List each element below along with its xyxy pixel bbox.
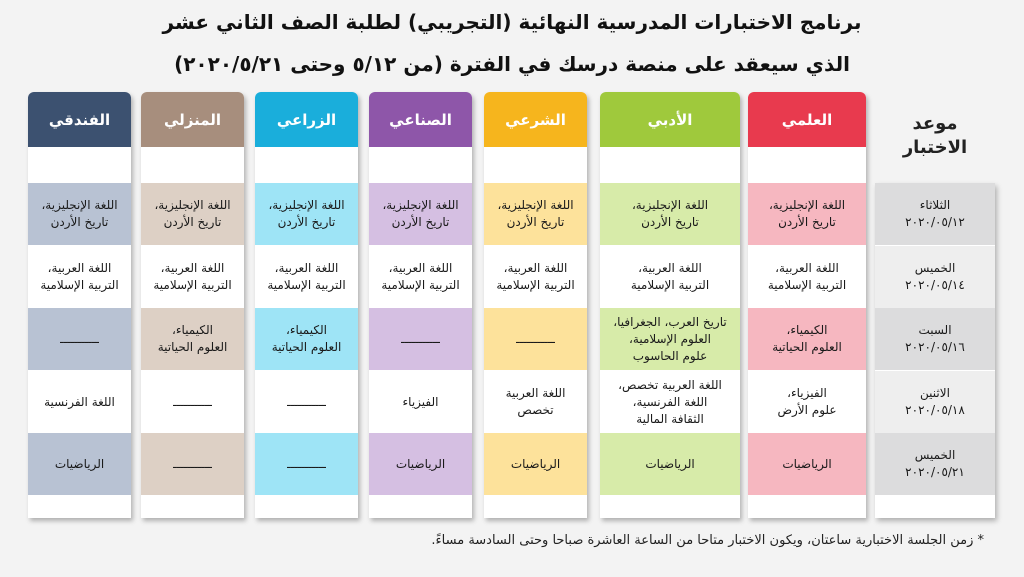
- subject-cell: اللغة العربية تخصص، اللغة الفرنسية، الثقافة المالية: [600, 371, 740, 433]
- subject-cell: اللغة العربية، التربية الإسلامية: [484, 246, 587, 308]
- stream-header: الفندقي: [28, 92, 131, 147]
- date-cell: السبت ٢٠٢٠/٠٥/١٦: [875, 308, 995, 370]
- subject-cell: اللغة العربية، التربية الإسلامية: [369, 246, 472, 308]
- subject-cell: اللغة الإنجليزية، تاريخ الأردن: [141, 183, 244, 245]
- subject-cell: الفيزياء، علوم الأرض: [748, 371, 866, 433]
- stream-column: [369, 92, 472, 518]
- subject-cell: تاريخ العرب، الجغرافيا، العلوم الإسلامية، علوم الحاسوب: [600, 308, 740, 370]
- subject-cell: اللغة العربية، التربية الإسلامية: [255, 246, 358, 308]
- subject-cell: الرياضيات: [484, 433, 587, 495]
- stream-column: [484, 92, 587, 518]
- subject-cell: اللغة العربية، التربية الإسلامية: [28, 246, 131, 308]
- subject-cell: اللغة العربية، التربية الإسلامية: [748, 246, 866, 308]
- stream-header: الشرعي: [484, 92, 587, 147]
- subject-cell: اللغة العربية، التربية الإسلامية: [600, 246, 740, 308]
- stream-header: العلمي: [748, 92, 866, 147]
- subject-cell: الرياضيات: [369, 433, 472, 495]
- date-column-header: موعد الاختبار: [902, 113, 968, 158]
- subject-cell: الفيزياء: [369, 371, 472, 433]
- subject-cell: ـــــــــــ: [255, 371, 358, 433]
- stream-column: [600, 92, 740, 518]
- subject-cell: ـــــــــــ: [255, 433, 358, 495]
- date-cell: الثلاثاء ٢٠٢٠/٠٥/١٢: [875, 183, 995, 245]
- subject-cell: اللغة الفرنسية: [28, 371, 131, 433]
- subject-cell: اللغة الإنجليزية، تاريخ الأردن: [369, 183, 472, 245]
- subject-cell: ـــــــــــ: [369, 308, 472, 370]
- subject-cell: ـــــــــــ: [28, 308, 131, 370]
- stream-header: المنزلي: [141, 92, 244, 147]
- subject-cell: اللغة الإنجليزية، تاريخ الأردن: [255, 183, 358, 245]
- page-subtitle: الذي سيعقد على منصة درسك في الفترة (من ٥/١٢ وحتى ٢٠٢٠/٥/٢١): [174, 52, 850, 76]
- date-cell: الخميس ٢٠٢٠/٠٥/١٤: [875, 246, 995, 308]
- subject-cell: الكيمياء، العلوم الحياتية: [748, 308, 866, 370]
- subject-cell: ـــــــــــ: [141, 433, 244, 495]
- subject-cell: اللغة العربية تخصص: [484, 371, 587, 433]
- subject-cell: الرياضيات: [28, 433, 131, 495]
- stream-header: الزراعي: [255, 92, 358, 147]
- subject-cell: الكيمياء، العلوم الحياتية: [255, 308, 358, 370]
- stream-column: [255, 92, 358, 518]
- subject-cell: الرياضيات: [600, 433, 740, 495]
- stream-header: الأدبي: [600, 92, 740, 147]
- subject-cell: ـــــــــــ: [484, 308, 587, 370]
- subject-cell: ـــــــــــ: [141, 371, 244, 433]
- page-title: برنامج الاختبارات المدرسية النهائية (التجريبي) لطلبة الصف الثاني عشر: [162, 10, 862, 34]
- date-column: [875, 183, 995, 518]
- subject-cell: اللغة العربية، التربية الإسلامية: [141, 246, 244, 308]
- stream-column: [28, 92, 131, 518]
- stream-column: [141, 92, 244, 518]
- stream-header: الصناعي: [369, 92, 472, 147]
- subject-cell: الرياضيات: [748, 433, 866, 495]
- subject-cell: اللغة الإنجليزية، تاريخ الأردن: [484, 183, 587, 245]
- date-cell: الخميس ٢٠٢٠/٠٥/٢١: [875, 433, 995, 495]
- subject-cell: اللغة الإنجليزية، تاريخ الأردن: [748, 183, 866, 245]
- date-cell: الاثنين ٢٠٢٠/٠٥/١٨: [875, 371, 995, 433]
- subject-cell: الكيمياء، العلوم الحياتية: [141, 308, 244, 370]
- subject-cell: اللغة الإنجليزية، تاريخ الأردن: [600, 183, 740, 245]
- stream-column: [748, 92, 866, 518]
- footnote: * زمن الجلسة الاختبارية ساعتان، ويكون الاختبار متاحا من الساعة العاشرة صباحا وحتى السادسة مساءً.: [431, 533, 984, 548]
- subject-cell: اللغة الإنجليزية، تاريخ الأردن: [28, 183, 131, 245]
